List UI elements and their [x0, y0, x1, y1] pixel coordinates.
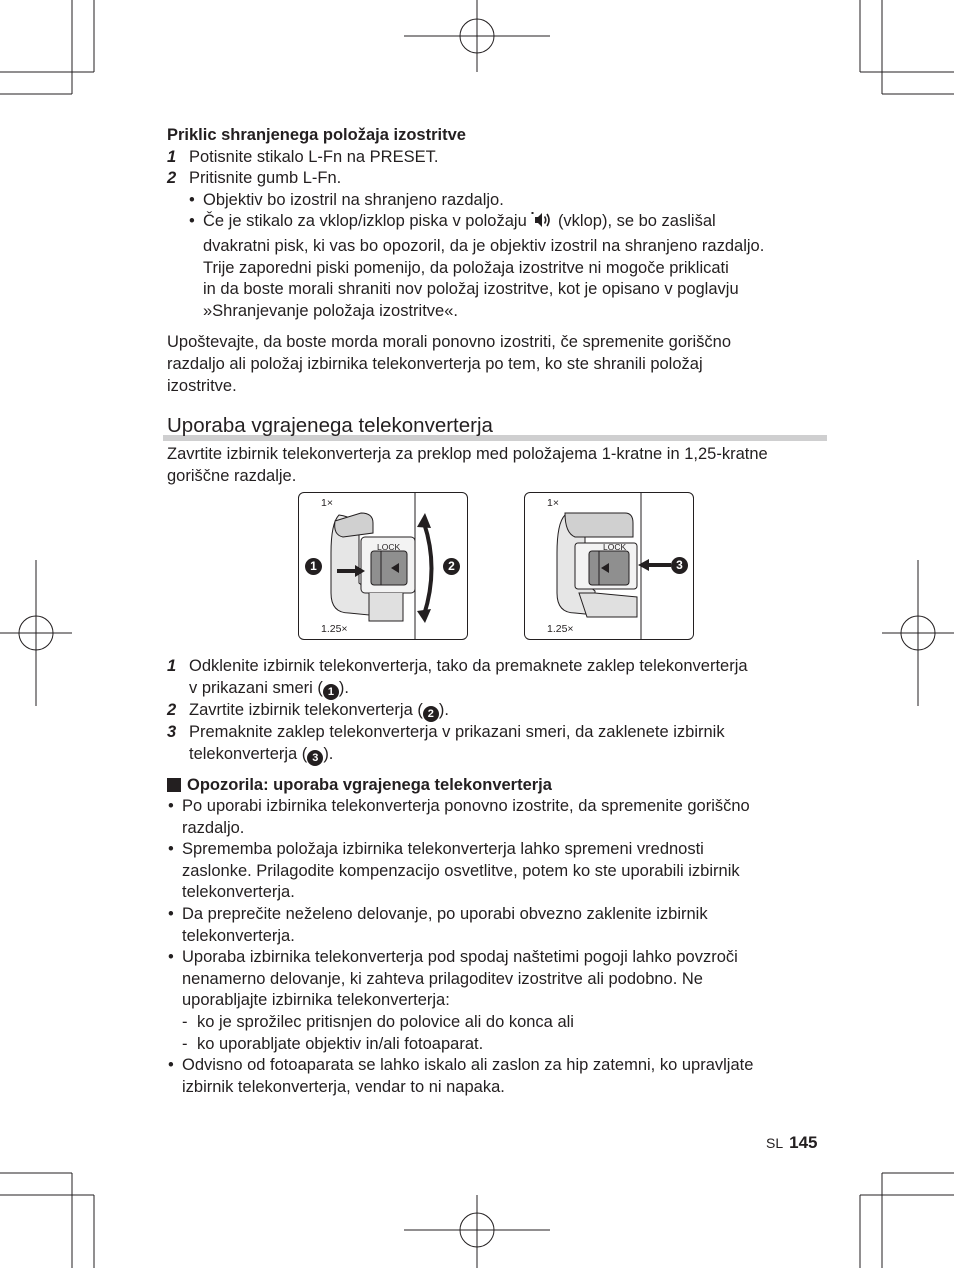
- speaker-on-icon: [531, 211, 553, 236]
- label-1x: 1×: [547, 497, 559, 510]
- tc-step-2: [167, 700, 829, 722]
- caution-line: telekonverterja.: [182, 926, 295, 945]
- callout-2: 2: [443, 558, 460, 575]
- teleconverter-figures: [167, 492, 829, 646]
- step-line: Premaknite zaklep telekonverterja v prikazani smeri, da zaklenete izbirnik: [189, 722, 725, 741]
- caution-subitem: - ko uporabljate objektiv in/ali fotoaparat.: [182, 1034, 484, 1053]
- caution-title: Opozorila: uporaba vgrajenega telekonverterja: [187, 775, 552, 794]
- bullet-line: Če je stikalo za vklop/izklop piska v položaju: [203, 212, 527, 231]
- caution-item: • Po uporabi izbirnika telekonverterja ponovno izostrite, da spremenite goriščno razdaljo.: [168, 797, 750, 837]
- step-line: telekonverterja (: [189, 744, 308, 763]
- caution-subitem: - ko je sprožilec pritisnjen do polovice ali do konca ali: [182, 1013, 574, 1032]
- caution-square-icon: [167, 778, 181, 792]
- note-line: izostritve.: [167, 376, 237, 395]
- step-tail: ).: [438, 700, 449, 719]
- page-number: 145: [789, 1133, 818, 1152]
- step-number: 2: [167, 700, 177, 719]
- bullet-line: in da boste morali shraniti nov položaj izostritve, kot je opisano v poglavju: [203, 280, 739, 299]
- caution-line: nenamerno delovanje, ki zahteva prilagoditev izostritve ali podobno. Ne: [182, 969, 703, 988]
- label-1x: 1×: [321, 497, 333, 510]
- caution-item: • Odvisno od fotoaparata se lahko iskalo ali zaslon za hip zatemni, ko upravljate izbirnik telekonverterja, vendar to ni napaka.: [168, 1056, 754, 1096]
- caution-line: zaslonke. Prilagodite kompenzacijo osvetlitve, potem ko ste uporabili izbirnik: [182, 861, 740, 880]
- step-tail: ).: [323, 744, 334, 763]
- figure-unlock-rotate: [298, 492, 468, 640]
- step-line: Odklenite izbirnik telekonverterja, tako da premaknete zaklep telekonverterja: [189, 657, 748, 676]
- section-intro: [167, 444, 829, 487]
- step-text: Potisnite stikalo L-Fn na PRESET.: [189, 147, 439, 166]
- step-line: v prikazani smeri (: [189, 678, 323, 697]
- section-title: Uporaba vgrajenega telekonverterja: [167, 414, 493, 438]
- caution-item: • Sprememba položaja izbirnika telekonverterja lahko spremeni vrednosti zaslonke. Prilagodite kompenzacijo osvetlitve, potem ko ste uporabili izbirnik telekonverterja.: [168, 840, 740, 902]
- label-125x: 1.25×: [547, 623, 574, 636]
- bullet-line: Trije zaporedni piski pomenijo, da položaja izostritve ni mogoče priklicati: [203, 258, 729, 277]
- bullet-line: (vklop), se bo zaslišal: [557, 212, 716, 231]
- caution-item: • Da preprečite neželeno delovanje, po uporabi obvezno zaklenite izbirnik telekonverterja.: [168, 905, 708, 945]
- caution-line: Da preprečite neželeno delovanje, po uporabi obvezno zaklenite izbirnik: [182, 905, 708, 924]
- caution-line: razdaljo.: [182, 818, 245, 837]
- step-1: [167, 147, 829, 169]
- callout-1: 1: [305, 558, 322, 575]
- caution-line: Sprememba položaja izbirnika telekonverterja lahko spremeni vrednosti: [182, 840, 704, 859]
- bullet-item: • Objektiv bo izostril na shranjeno razdaljo.: [189, 190, 504, 209]
- figure-lock: [524, 492, 694, 640]
- recall-heading: Priklic shranjenega položaja izostritve: [167, 126, 466, 144]
- intro-line: goriščne razdalje.: [167, 466, 297, 485]
- label-125x: 1.25×: [321, 623, 348, 636]
- caution-line: uporabljajte izbirnika telekonverterja:: [182, 991, 450, 1010]
- caution-line: telekonverterja.: [182, 883, 295, 902]
- caution-line: Uporaba izbirnika telekonverterja pod spodaj naštetimi pogoji lahko povzroči: [182, 948, 738, 967]
- caution-line: izbirnik telekonverterja, vendar to ni napaka.: [182, 1077, 505, 1096]
- callout-2: 2: [423, 706, 439, 722]
- language-code: SL: [766, 1135, 784, 1151]
- step-2: [167, 168, 829, 190]
- intro-line: Zavrtite izbirnik telekonverterja za preklop med položajema 1-kratne in 1,25-kratne: [167, 445, 768, 464]
- caution-line: Odvisno od fotoaparata se lahko iskalo ali zaslon za hip zatemni, ko upravljate: [182, 1056, 754, 1075]
- callout-3: 3: [671, 557, 688, 574]
- step-number: 3: [167, 722, 177, 741]
- caution-item: • Uporaba izbirnika telekonverterja pod spodaj naštetimi pogoji lahko povzroči nenamerno delovanje, ki zahteva prilagoditev izostritve ali podobno. Ne uporabljajte izbirnika telekonverterja:: [168, 948, 738, 1010]
- note-line: razdaljo ali položaj izbirnika telekonverterja po tem, ko ste shranili položaj: [167, 354, 703, 373]
- page-content: [167, 125, 829, 1098]
- callout-1: 1: [323, 684, 339, 700]
- step-tail: ).: [338, 678, 349, 697]
- note-paragraph: [167, 332, 829, 397]
- caution-heading: [167, 775, 829, 797]
- note-line: Upoštevajte, da boste morda morali ponovno izostriti, če spremenite goriščno: [167, 333, 732, 352]
- caution-subline: ko uporabljate objektiv in/ali fotoaparat.: [197, 1034, 484, 1053]
- step-number: 1: [167, 657, 177, 676]
- step-line: Zavrtite izbirnik telekonverterja (: [189, 700, 423, 719]
- bullet-item: • Če je stikalo za vklop/izklop piska v položaju (vklop), se bo zaslišal dvakratni pisk, ki vas bo opozoril, da je objektiv izostril na shranjeno razdaljo. Trije zaporedni piski pomenijo, da položaja izostritve ni mogoče priklicati in da boste morali shraniti nov položaj izostritve, kot je opisano v poglavju »Shranjevanje položaja izostritve«.: [189, 212, 765, 320]
- bullet-line: »Shranjevanje položaja izostritve«.: [203, 301, 458, 320]
- teleconverter-steps: [167, 656, 829, 765]
- step-number: 1: [167, 147, 177, 166]
- step-number: 2: [167, 169, 177, 188]
- tc-step-3: [167, 722, 829, 766]
- lock-label: LOCK: [603, 542, 627, 553]
- page-footer: [766, 1133, 818, 1153]
- tc-step-1: [167, 656, 829, 700]
- bullet-line: dvakratni pisk, ki vas bo opozoril, da je objektiv izostril na shranjeno razdaljo.: [203, 236, 765, 255]
- caution-line: Po uporabi izbirnika telekonverterja ponovno izostrite, da spremenite goriščno: [182, 797, 750, 816]
- callout-3: 3: [307, 750, 323, 766]
- caution-subline: ko je sprožilec pritisnjen do polovice ali do konca ali: [197, 1013, 574, 1032]
- lock-label: LOCK: [377, 542, 401, 553]
- step-text: Pritisnite gumb L-Fn.: [189, 169, 342, 188]
- bullet-text: Objektiv bo izostril na shranjeno razdaljo.: [203, 190, 504, 209]
